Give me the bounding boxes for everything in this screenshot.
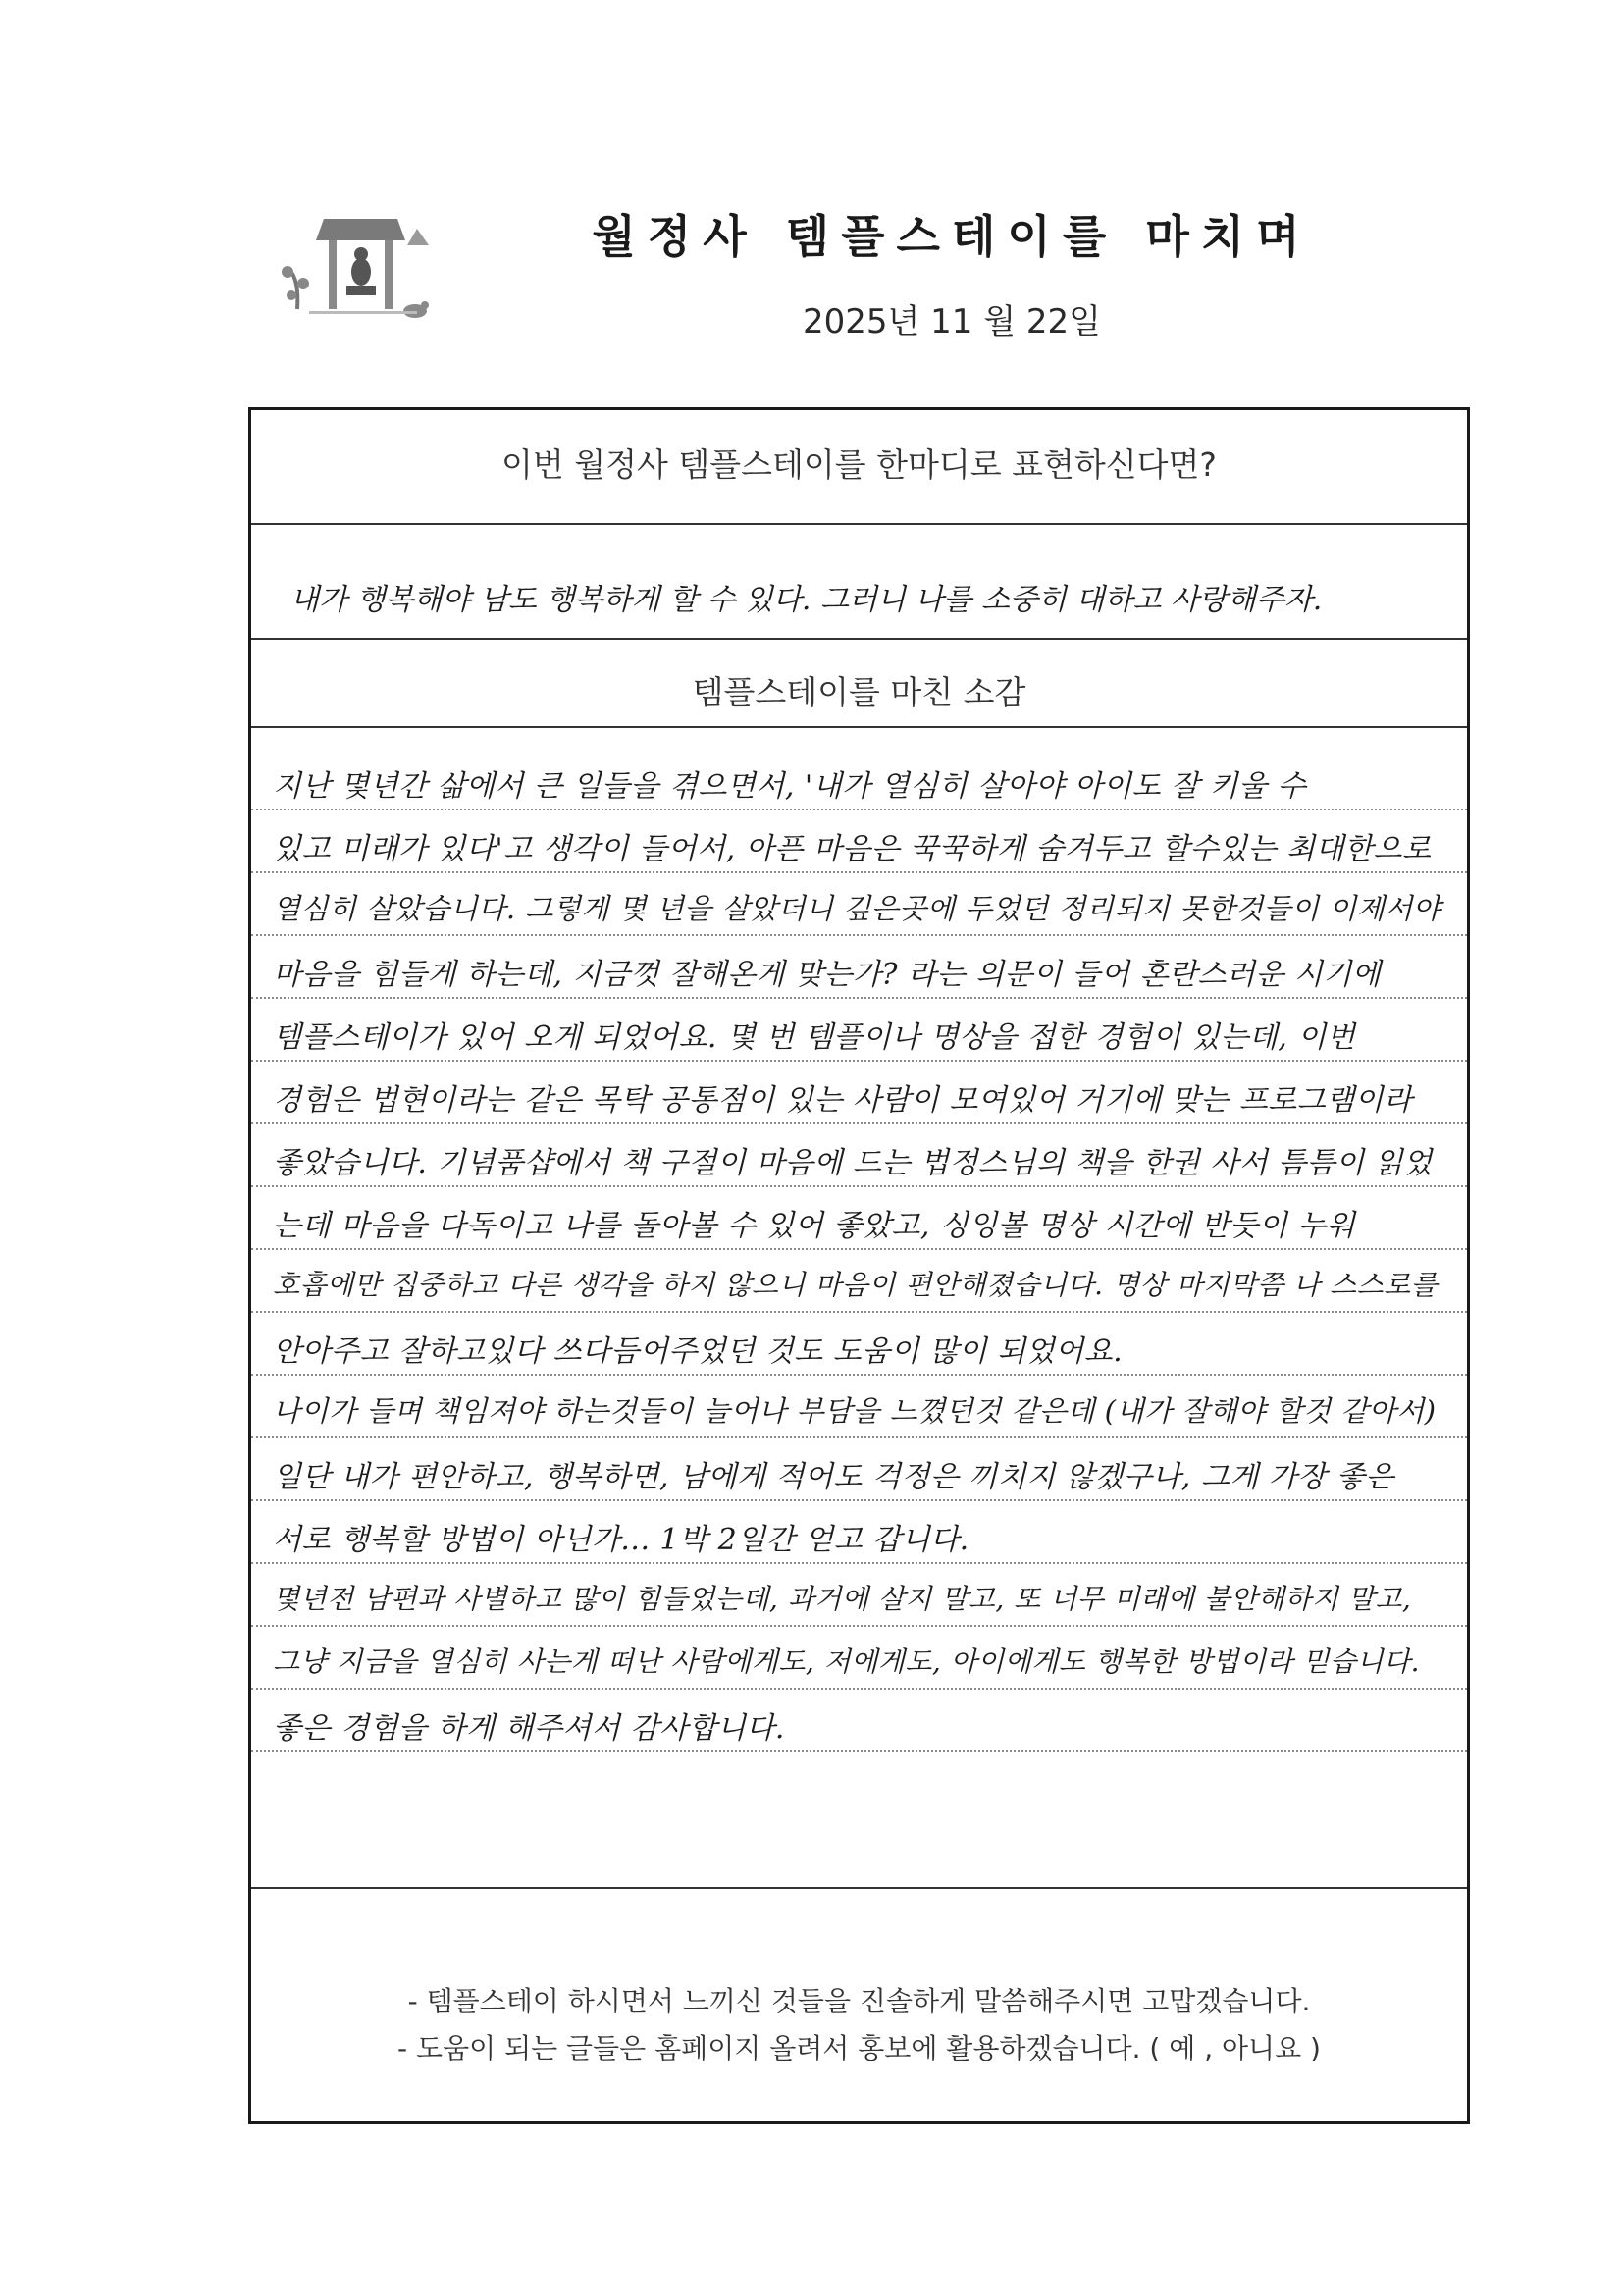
- review-line: 지난 몇년간 삶에서 큰 일들을 겪으면서, '내가 열심히 살아야 아이도 잘 키울 수: [273, 769, 1307, 804]
- review-line: 호흡에만 집중하고 다른 생각을 하지 않으니 마음이 편안해졌습니다. 명상 마지막쯤 나 스스로를: [273, 1269, 1439, 1301]
- dotted-rule: [251, 1562, 1467, 1564]
- review-line: 서로 행복할 방법이 아닌가... 1박 2일간 얻고 갑니다.: [273, 1523, 969, 1557]
- dotted-rule: [251, 1688, 1467, 1690]
- dotted-rule: [251, 871, 1467, 873]
- review-line: 몇년전 남편과 사별하고 많이 힘들었는데, 과거에 살지 말고, 또 너무 미래에 불안해하지 말고,: [273, 1583, 1412, 1615]
- review-line: 나이가 들며 책임져야 하는것들이 늘어나 부담을 느꼈던것 같은데 (내가 잘해야 할것 같아서): [273, 1394, 1437, 1428]
- document-date: 2025년 11 월 22일: [802, 302, 1101, 341]
- review-line: 경험은 법현이라는 같은 목탁 공통점이 있는 사람이 모여있어 거기에 맞는 프로그램이라: [273, 1083, 1413, 1118]
- footer-note-consent: - 도움이 되는 글들은 홈페이지 올려서 홍보에 활용하겠습니다. ( 예 , 아니요 ): [397, 2032, 1321, 2064]
- divider: [251, 523, 1467, 525]
- dotted-rule: [251, 1625, 1467, 1627]
- dotted-rule: [251, 1122, 1467, 1124]
- review-line: 좋았습니다. 기념품샵에서 책 구절이 마음에 드는 법정스님의 책을 한권 사서 틈틈이 읽었: [273, 1146, 1433, 1180]
- dotted-rule: [251, 1750, 1467, 1752]
- dotted-rule: [251, 1060, 1467, 1062]
- review-label: 템플스테이를 마친 소감: [692, 673, 1026, 711]
- divider: [251, 1887, 1467, 1889]
- question-label: 이번 월정사 템플스테이를 한마디로 표현하신다면?: [501, 445, 1217, 484]
- review-line: 그냥 지금을 열심히 사는게 떠난 사람에게도, 저에게도, 아이에게도 행복한 방법이라 믿습니다.: [273, 1645, 1421, 1678]
- dotted-rule: [251, 1311, 1467, 1313]
- dotted-rule: [251, 997, 1467, 999]
- dotted-rule: [251, 1436, 1467, 1438]
- review-line: 좋은 경험을 하게 해주셔서 감사합니다.: [273, 1711, 785, 1746]
- footer-note-honesty: - 템플스테이 하시면서 느끼신 것들을 진솔하게 말씀해주시면 고맙겠습니다.: [407, 1985, 1311, 2017]
- dotted-rule: [251, 809, 1467, 810]
- dotted-rule: [251, 934, 1467, 936]
- review-line: 안아주고 잘하고있다 쓰다듬어주었던 것도 도움이 많이 되었어요.: [273, 1334, 1124, 1369]
- review-line: 템플스테이가 있어 오게 되었어요. 몇 번 템플이나 명상을 접한 경험이 있는데, 이번: [273, 1020, 1356, 1055]
- question-answer: 내가 행복해야 남도 행복하게 할 수 있다. 그러니 나를 소중히 대하고 사랑해주자.: [290, 583, 1323, 617]
- review-line: 열심히 살았습니다. 그렇게 몇 년을 살았더니 깊은곳에 두었던 정리되지 못한것들이 이제서야: [273, 892, 1441, 925]
- divider: [251, 638, 1467, 640]
- review-line: 는데 마음을 다독이고 나를 돌아볼 수 있어 좋았고, 싱잉볼 명상 시간에 반듯이 누워: [273, 1209, 1356, 1243]
- divider: [251, 726, 1467, 728]
- dotted-rule: [251, 1185, 1467, 1187]
- dotted-rule: [251, 1499, 1467, 1501]
- dotted-rule: [251, 1248, 1467, 1250]
- review-line: 마음을 힘들게 하는데, 지금껏 잘해온게 맞는가? 라는 의문이 들어 혼란스러운 시기에: [273, 958, 1382, 992]
- review-line: 있고 미래가 있다'고 생각이 들어서, 아픈 마음은 꾹꾹하게 숨겨두고 할수있는 최대한으로: [273, 832, 1432, 866]
- survey-form: [248, 407, 1470, 2124]
- dotted-rule: [251, 1374, 1467, 1376]
- review-line: 일단 내가 편안하고, 행복하면, 남에게 적어도 걱정은 끼치지 않겠구나, 그게 가장 좋은: [273, 1460, 1394, 1494]
- document-title: 월정사 템플스테이를 마치며: [592, 210, 1312, 263]
- temple-logo-icon: [270, 201, 442, 329]
